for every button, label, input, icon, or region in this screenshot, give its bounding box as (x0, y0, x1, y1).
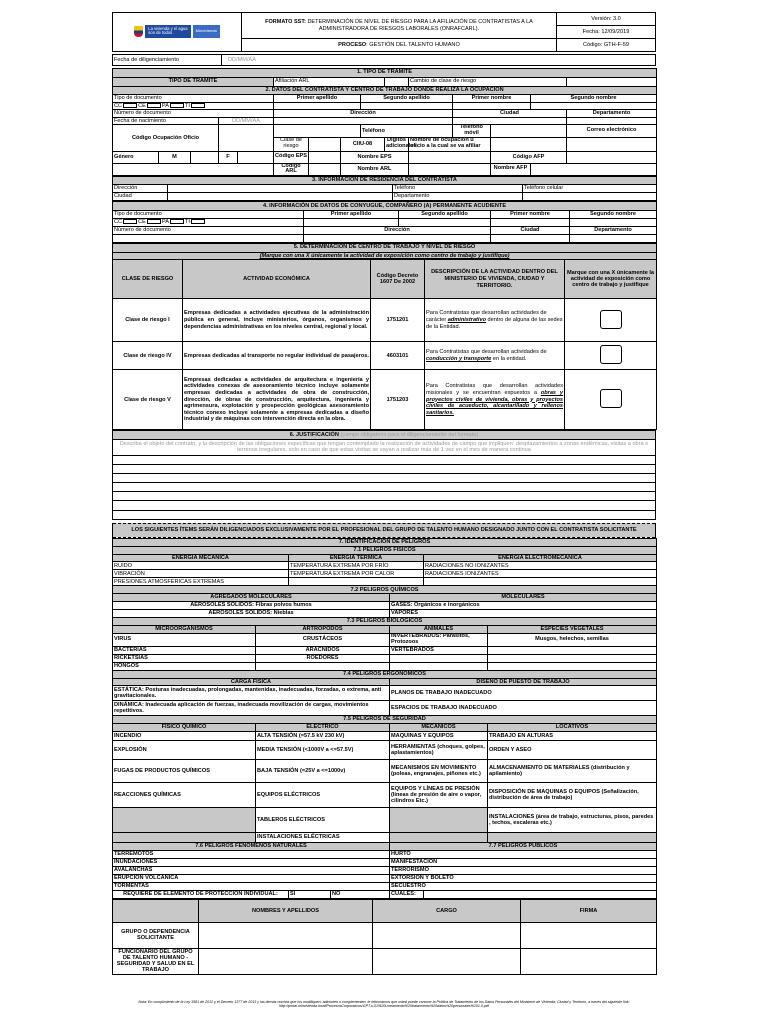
mark-class-iv (565, 342, 657, 370)
p73-empty-2 (390, 654, 488, 662)
pa-label: PA (161, 102, 169, 109)
filling-date-field[interactable]: DD/MM/AA (222, 55, 656, 66)
form-title-text: DETERMINACIÓN DE NIVEL DE RIESGO PARA LA AFILIACIÓN DE CONTRATISTAS A LA ADMINISTRADORA DE RIESGOS LABORALES (ONRAFCARL). (307, 19, 533, 32)
sig-row-2-role[interactable] (373, 948, 521, 974)
s4-dept-label: Departamento (570, 226, 657, 234)
p75-fugas[interactable]: FUGAS DE PRODUCTOS QUÍMICOS (113, 759, 256, 782)
p76-terremotos[interactable]: TERREMOTOS (113, 850, 390, 858)
p75-h2: ELÉCTRICO (256, 724, 390, 732)
option-afiliacion-arl[interactable]: Afiliación ARL (274, 77, 385, 86)
res-phone-label: Teléfono (393, 185, 523, 193)
p71-no-ionizantes[interactable]: RADIACIONES NO IONIZANTES (424, 562, 657, 570)
filling-date-label: Fecha de diligenciamiento (113, 55, 222, 66)
s4-second-surname-label: Segundo apellido (399, 210, 491, 218)
gender-m-check[interactable] (191, 151, 219, 163)
p71-presiones[interactable]: PRESIONES ATMOSFÉRICAS EXTREMAS (113, 578, 289, 586)
second-surname-field[interactable] (361, 102, 453, 110)
p74-h2: DISEÑO DE PUESTO DE TRABAJO (390, 678, 657, 686)
section-5 (112, 243, 657, 431)
mark-box-class-v[interactable] (600, 389, 622, 408)
address-field[interactable] (274, 117, 453, 125)
city-label: Ciudad (453, 110, 567, 118)
p71-empty-2 (424, 578, 657, 586)
p73-h4: ESPECIES VEGETALES (488, 626, 657, 634)
justification-line-6[interactable] (113, 500, 656, 510)
p74-estatica[interactable]: ESTÁTICA: Posturas inadecuadas, prolongadas, mantenidas, inadecuadas, forzadas, o extrema, anti gravitacionales. (113, 686, 390, 701)
risk-class-header: CLASE DE RIESGO (113, 260, 183, 299)
decree-code-header: Código Decreto 1607 De 2002 (371, 260, 425, 299)
p75-empty-1 (113, 807, 256, 832)
p72-title: 7.2 PELIGROS QUÍMICOS (113, 586, 657, 594)
s4-pa-checkbox[interactable] (170, 219, 184, 224)
p72-h1: AGREGADOS MOLECULARES (113, 594, 390, 602)
sig-row-1-names[interactable] (199, 922, 373, 948)
colombia-shield-icon (134, 26, 143, 37)
arl-code-field[interactable] (309, 163, 341, 175)
first-surname-label: Primer apellido (274, 95, 361, 103)
logo-ministry: Minvivienda (193, 25, 220, 38)
desc-class-iv (425, 342, 565, 370)
risk-class-label: Clase de riesgo (274, 137, 309, 151)
procedure-type-label: TIPO DE TRÁMITE (113, 77, 274, 86)
p71-h3: ENERGÍA ELECTROMECÁNICA (424, 554, 657, 562)
res-address-field[interactable] (168, 185, 393, 193)
s4-first-name-label: Primer nombre (491, 210, 570, 218)
desc-class-v-a: Para Contratistas que desarrollan actividades misionales y se encuentran expuestos a (426, 383, 563, 396)
department-label: Departamento (567, 110, 657, 118)
second-name-field[interactable] (531, 102, 657, 110)
p75-equipos-presion[interactable]: EQUIPOS Y LÍNEAS DE PRESIÓN (líneas de presión de aire o vapor, cilindros Etc.) (390, 782, 488, 807)
p75-empty-4 (390, 832, 488, 842)
p71-ionizantes[interactable]: RADIACIONES IONIZANTES (424, 570, 657, 578)
p74-planos[interactable]: PLANOS DE TRABAJO INADECUADO (390, 686, 657, 701)
res-dept-label: Departamento (393, 193, 523, 201)
p75-h4: LOCATIVOS (488, 724, 657, 732)
p77-extorsion[interactable]: EXTORSIÓN Y BOLETO (390, 874, 657, 882)
s4-pa-label: PA (161, 218, 169, 225)
p75-title: 7.5 PELIGROS DE SEGURIDAD (113, 716, 657, 724)
gender-f-label: F (219, 151, 238, 163)
pa-checkbox[interactable] (170, 103, 184, 108)
second-surname-label: Segundo apellido (361, 95, 453, 103)
s4-first-surname-field[interactable] (304, 218, 399, 226)
form-process (242, 39, 557, 52)
p76-erupcion[interactable]: ERUPCIÓN VOLCÁNICA (113, 874, 390, 882)
p73-vertebrados[interactable]: VERTEBRADOS (390, 646, 488, 654)
p75-mecanismos[interactable]: MECANISMOS EN MOVIMIENTO (poleas, engranajes, piñones etc.) (390, 759, 488, 782)
p72-aerosoles-fibras[interactable]: AEROSOLES SÓLIDOS: Fibras polvos humos (113, 602, 390, 610)
epp-si[interactable] (289, 890, 331, 898)
p77-title: 7.7 PELIGROS PÚBLICOS (390, 842, 657, 850)
logo-banner (145, 25, 190, 39)
section-7-title: 7. IDENTIFICACIÓN DE PELIGROS (113, 538, 657, 546)
p75-instalaciones-electricas[interactable]: INSTALACIONES ELÉCTRICAS (256, 832, 390, 842)
ciiu-label: CIIU-08 (341, 137, 385, 151)
epp-no-text: NO (332, 891, 341, 898)
form-frame (112, 12, 656, 1010)
p71-h1: ENERGÍA MECÁNICA (113, 554, 289, 562)
p77-hurto[interactable]: HURTO (390, 850, 657, 858)
doc-type-label: Tipo de documento (113, 95, 274, 103)
form-date: Fecha: 12/09/2019 (557, 26, 656, 39)
s4-ce-checkbox[interactable] (147, 219, 161, 224)
p75-reacciones[interactable]: REACCIONES QUÍMICAS (113, 782, 256, 807)
eps-name-field[interactable] (409, 151, 491, 163)
p75-empty-5 (488, 832, 657, 842)
p75-herramientas[interactable]: HERRAMIENTAS (choques, golpes, aplastamientos) (390, 740, 488, 759)
eps-name-label: Nombre EPS (341, 151, 409, 163)
occupation-code-label: Código Ocupación Oficio (113, 125, 219, 151)
desc-class-i (425, 299, 565, 342)
arl-code-label: Código ARL (274, 163, 309, 175)
p73-h3: ANIMALES (390, 626, 488, 634)
ti-checkbox[interactable] (191, 103, 205, 108)
arl-name-label: Nombre ARL (341, 163, 409, 175)
address-label: Dirección (274, 110, 453, 118)
section-6-title-text: 6. JUSTIFICACIÓN (289, 431, 339, 438)
form-code: Código: GTH-F-59 (557, 39, 656, 52)
option-cambio-clase[interactable]: Cambio de clase de riesgo (409, 77, 567, 86)
p74-title: 7.4 PELIGROS ERGONÓMICOS (113, 670, 657, 678)
p75-empty-2 (390, 807, 488, 832)
email-label: Correo electrónico (567, 125, 657, 137)
ce-label: CE (138, 102, 146, 109)
gender-m-label: M (159, 151, 191, 163)
p74-dinamica[interactable]: DINÁMICA: Inadecuada aplicación de fuerzas, inadecuada movilización de cargas, movimientos repetitivos. (113, 701, 390, 716)
risk-class-i: Clase de riesgo I (113, 299, 183, 342)
mark-class-v (565, 370, 657, 430)
gender-f-check[interactable] (238, 151, 274, 163)
phone-spacer (274, 125, 361, 137)
ce-checkbox[interactable] (147, 103, 161, 108)
footnote: Nota: En cumplimiento de la Ley 1581 de 2012 y el Decreto 1377 de 2013 y las demás normas que los modifiquen, adicionen o complementen, le informamos que usted puede conocer la Política de Tratamiento de los Datos Personales del Ministerio de Vivienda, Ciudad y Territorio, a través del siguiente link: http://portal.minvivienda.local/ProcesosCorporativos/GPT-s-01%20Lineamiento%20tratamiento%20datos%20personales%201.0.pdf (138, 1000, 630, 1009)
p71-title: 7.1 PELIGROS FÍSICOS (113, 546, 657, 554)
sig-row-1-sign[interactable] (521, 922, 657, 948)
occupation-name-field[interactable] (491, 137, 567, 151)
cc-checkbox[interactable] (123, 103, 137, 108)
process-value: : GESTIÓN DEL TALENTO HUMANO (366, 41, 460, 48)
p73-empty-1 (488, 646, 657, 654)
p75-alturas[interactable]: TRABAJO EN ALTURAS (488, 731, 657, 740)
option-cambio-check[interactable] (567, 77, 657, 86)
eps-code-label: Código EPS (274, 151, 309, 163)
economic-activity-header: ACTIVIDAD ECONÓMICA (183, 260, 371, 299)
occupation-name-label: Nombre de ocupación u oficio a la cual se va afiliar (409, 137, 491, 151)
p75-disposicion[interactable]: DISPOSICIÓN DE MAQUINAS O EQUIPOS (Señalización, distribución de área de trabajo) (488, 782, 657, 807)
p73-empty-3 (488, 654, 657, 662)
phone-label (361, 125, 453, 137)
afp-code-label: Código AFP (491, 151, 567, 163)
form-version: Versión: 3.0 (557, 13, 656, 26)
p72-vapores[interactable]: VAPORES (390, 610, 657, 618)
desc-class-iv-b: conducción y transporte (426, 355, 492, 362)
code-class-v: 1751203 (371, 370, 425, 430)
res-city-field[interactable] (168, 193, 393, 201)
p77-manifestacion[interactable]: MANIFESTACIÓN (390, 858, 657, 866)
sig-row-2-sign[interactable] (521, 948, 657, 974)
filling-date-row (112, 54, 656, 66)
section-3-title: 3. INFORMACIÓN DE RESIDENCIA DEL CONTRATISTA (113, 176, 657, 185)
risk-class-iv: Clase de riesgo IV (113, 342, 183, 370)
s4-city-label: Ciudad (491, 226, 570, 234)
p77-secuestro[interactable]: SECUESTRO (390, 882, 657, 890)
description-header: DESCRIPCIÓN DE LA ACTIVIDAD DENTRO DEL MINISTERIO DE VIVIENDA, CIUDAD Y TERRITORIO. (425, 260, 565, 299)
sig-row-1-label: GRUPO O DEPENDENCIA SOLICITANTE (113, 922, 199, 948)
desc-class-i-a: Para Contratistas que desarrollan actividades de carácter (426, 310, 547, 324)
p73-virus[interactable]: VIRUS (113, 633, 256, 646)
afp-name-field[interactable] (531, 163, 657, 175)
section-6-title (113, 431, 656, 440)
s4-second-surname-field[interactable] (399, 218, 491, 226)
cc-label: CC (114, 102, 123, 109)
s4-doc-number-label: Número de documento (113, 226, 304, 234)
justification-line-4[interactable] (113, 482, 656, 491)
doc-type-options (113, 102, 274, 110)
arl-spacer (113, 163, 274, 175)
s4-second-name-field[interactable] (570, 218, 657, 226)
email-field[interactable] (567, 137, 657, 151)
s4-first-surname-label: Primer apellido (304, 210, 399, 218)
section-2-title: 2. DATOS DEL CONTRATISTA Y CENTRO DE TRABAJO DONDE REALIZA LA OCUPACIÓN (113, 86, 657, 95)
p75-incendio[interactable]: INCENDIO (113, 731, 256, 740)
p75-baja-tension[interactable]: BAJA TENSIÓN (=25V a <=1000v) (256, 759, 390, 782)
epp-no[interactable] (331, 890, 390, 898)
section-3 (112, 176, 657, 202)
desc-class-v (425, 370, 565, 430)
logo-text-1: La vivienda y el agua (148, 25, 188, 31)
p73-crustaceos[interactable]: CRUSTÁCEOS (256, 633, 390, 646)
section-6 (112, 430, 656, 520)
epp-cuales-label: CUALES: (390, 890, 424, 898)
mobile-label: Teléfono móvil (453, 125, 491, 137)
sig-header-empty (113, 899, 199, 922)
p75-alta-tension[interactable]: ALTA TENSIÓN (=57.5 kV 230 kV) (256, 731, 390, 740)
justification-line-3[interactable] (113, 473, 656, 482)
s4-ti-checkbox[interactable] (191, 219, 205, 224)
eps-code-field[interactable] (309, 151, 341, 163)
res-cell-label: Teléfono celular (523, 185, 657, 193)
p72-gases[interactable]: GASES: Orgánicos e inorgánicos (390, 602, 657, 610)
p75-empty-3 (113, 832, 256, 842)
form-header (112, 12, 656, 52)
desc-class-i-b: administrativo (447, 317, 486, 324)
mark-class-i (565, 299, 657, 342)
p71-ruido[interactable]: RUIDO (113, 562, 289, 570)
s4-address-label: Dirección (304, 226, 491, 234)
arl-name-field[interactable] (409, 163, 491, 175)
p72-aerosoles-nieblas[interactable]: AEROSOLES SÓLIDOS: Nieblas (113, 610, 390, 618)
s4-first-name-field[interactable] (491, 218, 570, 226)
p75-instalaciones[interactable]: INSTALACIONES (área de trabajo, estructuras, pisos, paredes , techos, escaleras etc.) (488, 807, 657, 832)
res-dept-field[interactable] (523, 193, 657, 201)
justification-line-2[interactable] (113, 464, 656, 473)
department-field[interactable] (567, 117, 657, 125)
p75-maquinas[interactable]: MAQUINAS Y EQUIPOS (390, 731, 488, 740)
section-1-title: 1. TIPO DE TRÁMITE (113, 69, 657, 78)
sig-role-header: CARGO (373, 899, 521, 922)
p75-explosion[interactable]: EXPLOSIÓN (113, 740, 256, 759)
res-city-label: Ciudad (113, 193, 168, 201)
mark-box-class-iv[interactable] (600, 345, 622, 364)
p76-title: 7.6 PELIGROS FENÓMENOS NATURALES (113, 842, 390, 850)
s4-cc-label: CC (114, 218, 123, 225)
option-afiliacion-check[interactable] (385, 77, 409, 86)
p71-vibracion[interactable]: VIBRACIÓN (113, 570, 289, 578)
section-4 (112, 201, 657, 243)
s4-doc-number-field[interactable] (113, 234, 304, 242)
justification-line-5[interactable] (113, 491, 656, 500)
sig-names-header: NOMBRES Y APELLIDOS (199, 899, 373, 922)
s4-doc-type-label: Tipo de documento (113, 210, 304, 218)
phone-text: Teléfono (362, 127, 385, 134)
birth-date-label: Fecha de nacimiento (113, 117, 219, 125)
section-4-title: 4. INFORMACIÓN DE DATOS DE CONYUGUE, COMPAÑERO (A) PERMANENTE ACUDIENTE (113, 202, 657, 211)
code-class-iv: 4603101 (371, 342, 425, 370)
form-title (242, 13, 557, 39)
s4-ti-label: TI (184, 218, 190, 225)
p73-h1: MICROORGANISMOS (113, 626, 256, 634)
activity-class-iv: Empresas dedicadas al transporte no regular individual de pasajeros. (183, 342, 371, 370)
p73-empty-4 (256, 662, 390, 670)
p71-h2: ENERGÍA TÉRMICA (289, 554, 424, 562)
p73-musgos[interactable]: Musgos, helechos, semillas (488, 633, 657, 646)
form-prefix: FORMATO SST: (265, 19, 306, 26)
p76-inundaciones[interactable]: INUNDACIONES (113, 858, 390, 866)
p73-empty-5 (390, 662, 488, 670)
p73-empty-6 (488, 662, 657, 670)
notice-row (112, 523, 656, 538)
process-label: PROCESO (338, 41, 367, 48)
afp-name-label: Nombre AFP (491, 163, 531, 175)
first-name-label: Primer nombre (453, 95, 531, 103)
p75-media-tension[interactable]: MEDIA TENSIÓN (<1000V a <=57.5V) (256, 740, 390, 759)
p76-avalanchas[interactable]: AVALANCHAS (113, 866, 390, 874)
birth-date-field[interactable]: DD/MM/AA (219, 117, 274, 125)
section-5-subtitle: (Marque con una X únicamente la actividad de exposición como centro de trabajo y justifique) (113, 252, 657, 260)
p75-orden-aseo[interactable]: ORDEN Y ASEO (488, 740, 657, 759)
p75-equipos-electricos[interactable]: EQUIPOS ELÉCTRICOS (256, 782, 390, 807)
epp-cuales-field[interactable] (424, 890, 657, 898)
section-7 (112, 538, 657, 899)
p73-title: 7.3 PELIGROS BIOLÓGICOS (113, 618, 657, 626)
p75-almacenamiento[interactable]: ALMACENAMIENTO DE MATERIALES (distribución y apilamiento) (488, 759, 657, 782)
logo-area (113, 13, 242, 52)
desc-class-v-b: obras y proyectos civiles de vivienda, obras y proyectos civiles de acueducto, alcantarillado y rellenos sanitarios. (426, 389, 564, 416)
p71-calor[interactable]: TEMPERATURA EXTREMA POR CALOR (289, 570, 424, 578)
s4-address-field[interactable] (304, 234, 491, 242)
activity-class-i: Empresas dedicadas a actividades ejecutivas de la administración pública en general, incluye ministerios, órganos, organismos y dependencias administrativas en los niveles central, regional y local. (183, 299, 371, 342)
section-1-2 (112, 68, 657, 176)
first-surname-field[interactable] (274, 102, 361, 110)
desc-class-iv-a: Para Contratistas que desarrollan actividades de (426, 349, 547, 356)
res-address-label: Dirección (113, 185, 168, 193)
s4-second-name-label: Segundo nombre (570, 210, 657, 218)
sig-row-2-names[interactable] (199, 948, 373, 974)
signatures (112, 899, 657, 975)
section-5-title: 5. DETERMINACIÓN DE CENTRO DE TRABAJO Y NIVEL DE RIESGO (113, 243, 657, 252)
first-name-field[interactable] (453, 102, 531, 110)
p75-h1: FÍSICO QUÍMICO (113, 724, 256, 732)
p71-frio[interactable]: TEMPERATURA EXTREMA POR FRÍO (289, 562, 424, 570)
ti-label: TI (184, 102, 190, 109)
risk-class-v: Clase de riesgo V (113, 370, 183, 430)
activity-class-v: Empresas dedicadas a actividades de arquitectura e ingeniería y actividades conexas de asesoramiento técnico incluye solamente empresas dedicadas a actividades de obra de construcción, dirección, de obras de construcción, arquitectura, ingeniería y agrimensura, explotación y prospección geológicas asesoramiento técnico conexo incluye solamente a empresas dedicadas a diseño industrial y de máquinas con intervención directa en la obra. (183, 370, 371, 430)
occupation-code-field[interactable] (219, 125, 274, 151)
p76-tormentas[interactable]: TORMENTAS (113, 882, 390, 890)
p71-empty-1 (289, 578, 424, 586)
s4-cc-checkbox[interactable] (123, 219, 137, 224)
p73-roedores[interactable]: ROEDORES (256, 654, 390, 662)
second-name-label: Segundo nombre (531, 95, 657, 103)
code-class-i: 1751201 (371, 299, 425, 342)
p74-espacios[interactable]: ESPACIOS DE TRABAJO INADECUADO (390, 701, 657, 716)
mark-header: Marque con una X únicamente la actividad de exposición como centro de trabajo y justifique (565, 260, 657, 299)
justification-line-7[interactable] (113, 510, 656, 519)
p73-invertebrados[interactable]: INVERTEBRADOS: Parásitos, Protozoos (390, 633, 488, 646)
afp-code-field[interactable] (567, 151, 657, 163)
p73-ricketsias[interactable]: RICKETSIAS (113, 654, 256, 662)
p75-tableros[interactable]: TABLEROS ELÉCTRICOS (256, 807, 390, 832)
doc-number-label: Número de documento (113, 110, 274, 118)
epp-label: REQUIERE DE ELEMENTO DE PROTECCION INDIVIDUAL: (113, 890, 289, 898)
p73-bacterias[interactable]: BACTERIAS (113, 646, 256, 654)
p74-h1: CARGA FÍSICA (113, 678, 390, 686)
s4-city-field[interactable] (491, 234, 570, 242)
mark-box-class-i[interactable] (600, 310, 622, 329)
s4-ce-label: CE (138, 218, 146, 225)
p75-h3: MECÁNICOS (390, 724, 488, 732)
desc-class-iv-c: en la entidad. (491, 355, 527, 362)
s4-doc-type-options (113, 218, 304, 226)
p73-h2: ARTRÓPODOS (256, 626, 390, 634)
digits-label: Dígitos adicionales (386, 137, 417, 150)
s4-dept-field[interactable] (570, 234, 657, 242)
justification-line-1[interactable] (113, 455, 656, 464)
risk-class-field[interactable] (309, 137, 341, 151)
logo-text-2: son de todos (148, 30, 173, 36)
justification-placeholder[interactable]: Describa el objeto del contrato, y la descripción de las obligaciones específicas que tengan contemplado la realización de actividades de campo que impliquen: desplazamientos a zonas endémicas, visitas a obra o terrenos irregulares, solo en caso de que estas visitas se vayan a realizar más de 1 vez en el mes de manera continua (113, 439, 656, 455)
sig-sign-header: FIRMA (521, 899, 657, 922)
p73-aracnidos[interactable]: ARÁCNIDOS (256, 646, 390, 654)
p72-h2: MOLECULARES (390, 594, 657, 602)
gender-label: Género (113, 151, 159, 163)
section-6-title-note: (campo obligatorio para el diligenciamiento del formato) (340, 431, 479, 438)
p73-hongos[interactable]: HONGOS (113, 662, 256, 670)
desc-class-i-c: dentro de alguna de las sedes de la Entidad. (426, 317, 563, 330)
sig-row-1-role[interactable] (373, 922, 521, 948)
p77-terrorismo[interactable]: TERRORISMO (390, 866, 657, 874)
epp-si-text: SI (290, 891, 296, 898)
mobile-field[interactable] (491, 125, 567, 137)
sig-row-2-label: FUNCIONARIO DEL GRUPO DE TALENTO HUMANO - SEGURIDAD Y SALUD EN EL TRABAJO (113, 948, 199, 974)
exclusive-notice: LOS SIGUIENTES ÍTEMS SERÁN DILIGENCIADOS EXCLUSIVAMENTE POR EL PROFESIONAL DEL GRUPO DE TALENTO HUMANO DESIGNADO JUNTO CON EL CONTRATISTA SOLICITANTE (113, 523, 656, 537)
